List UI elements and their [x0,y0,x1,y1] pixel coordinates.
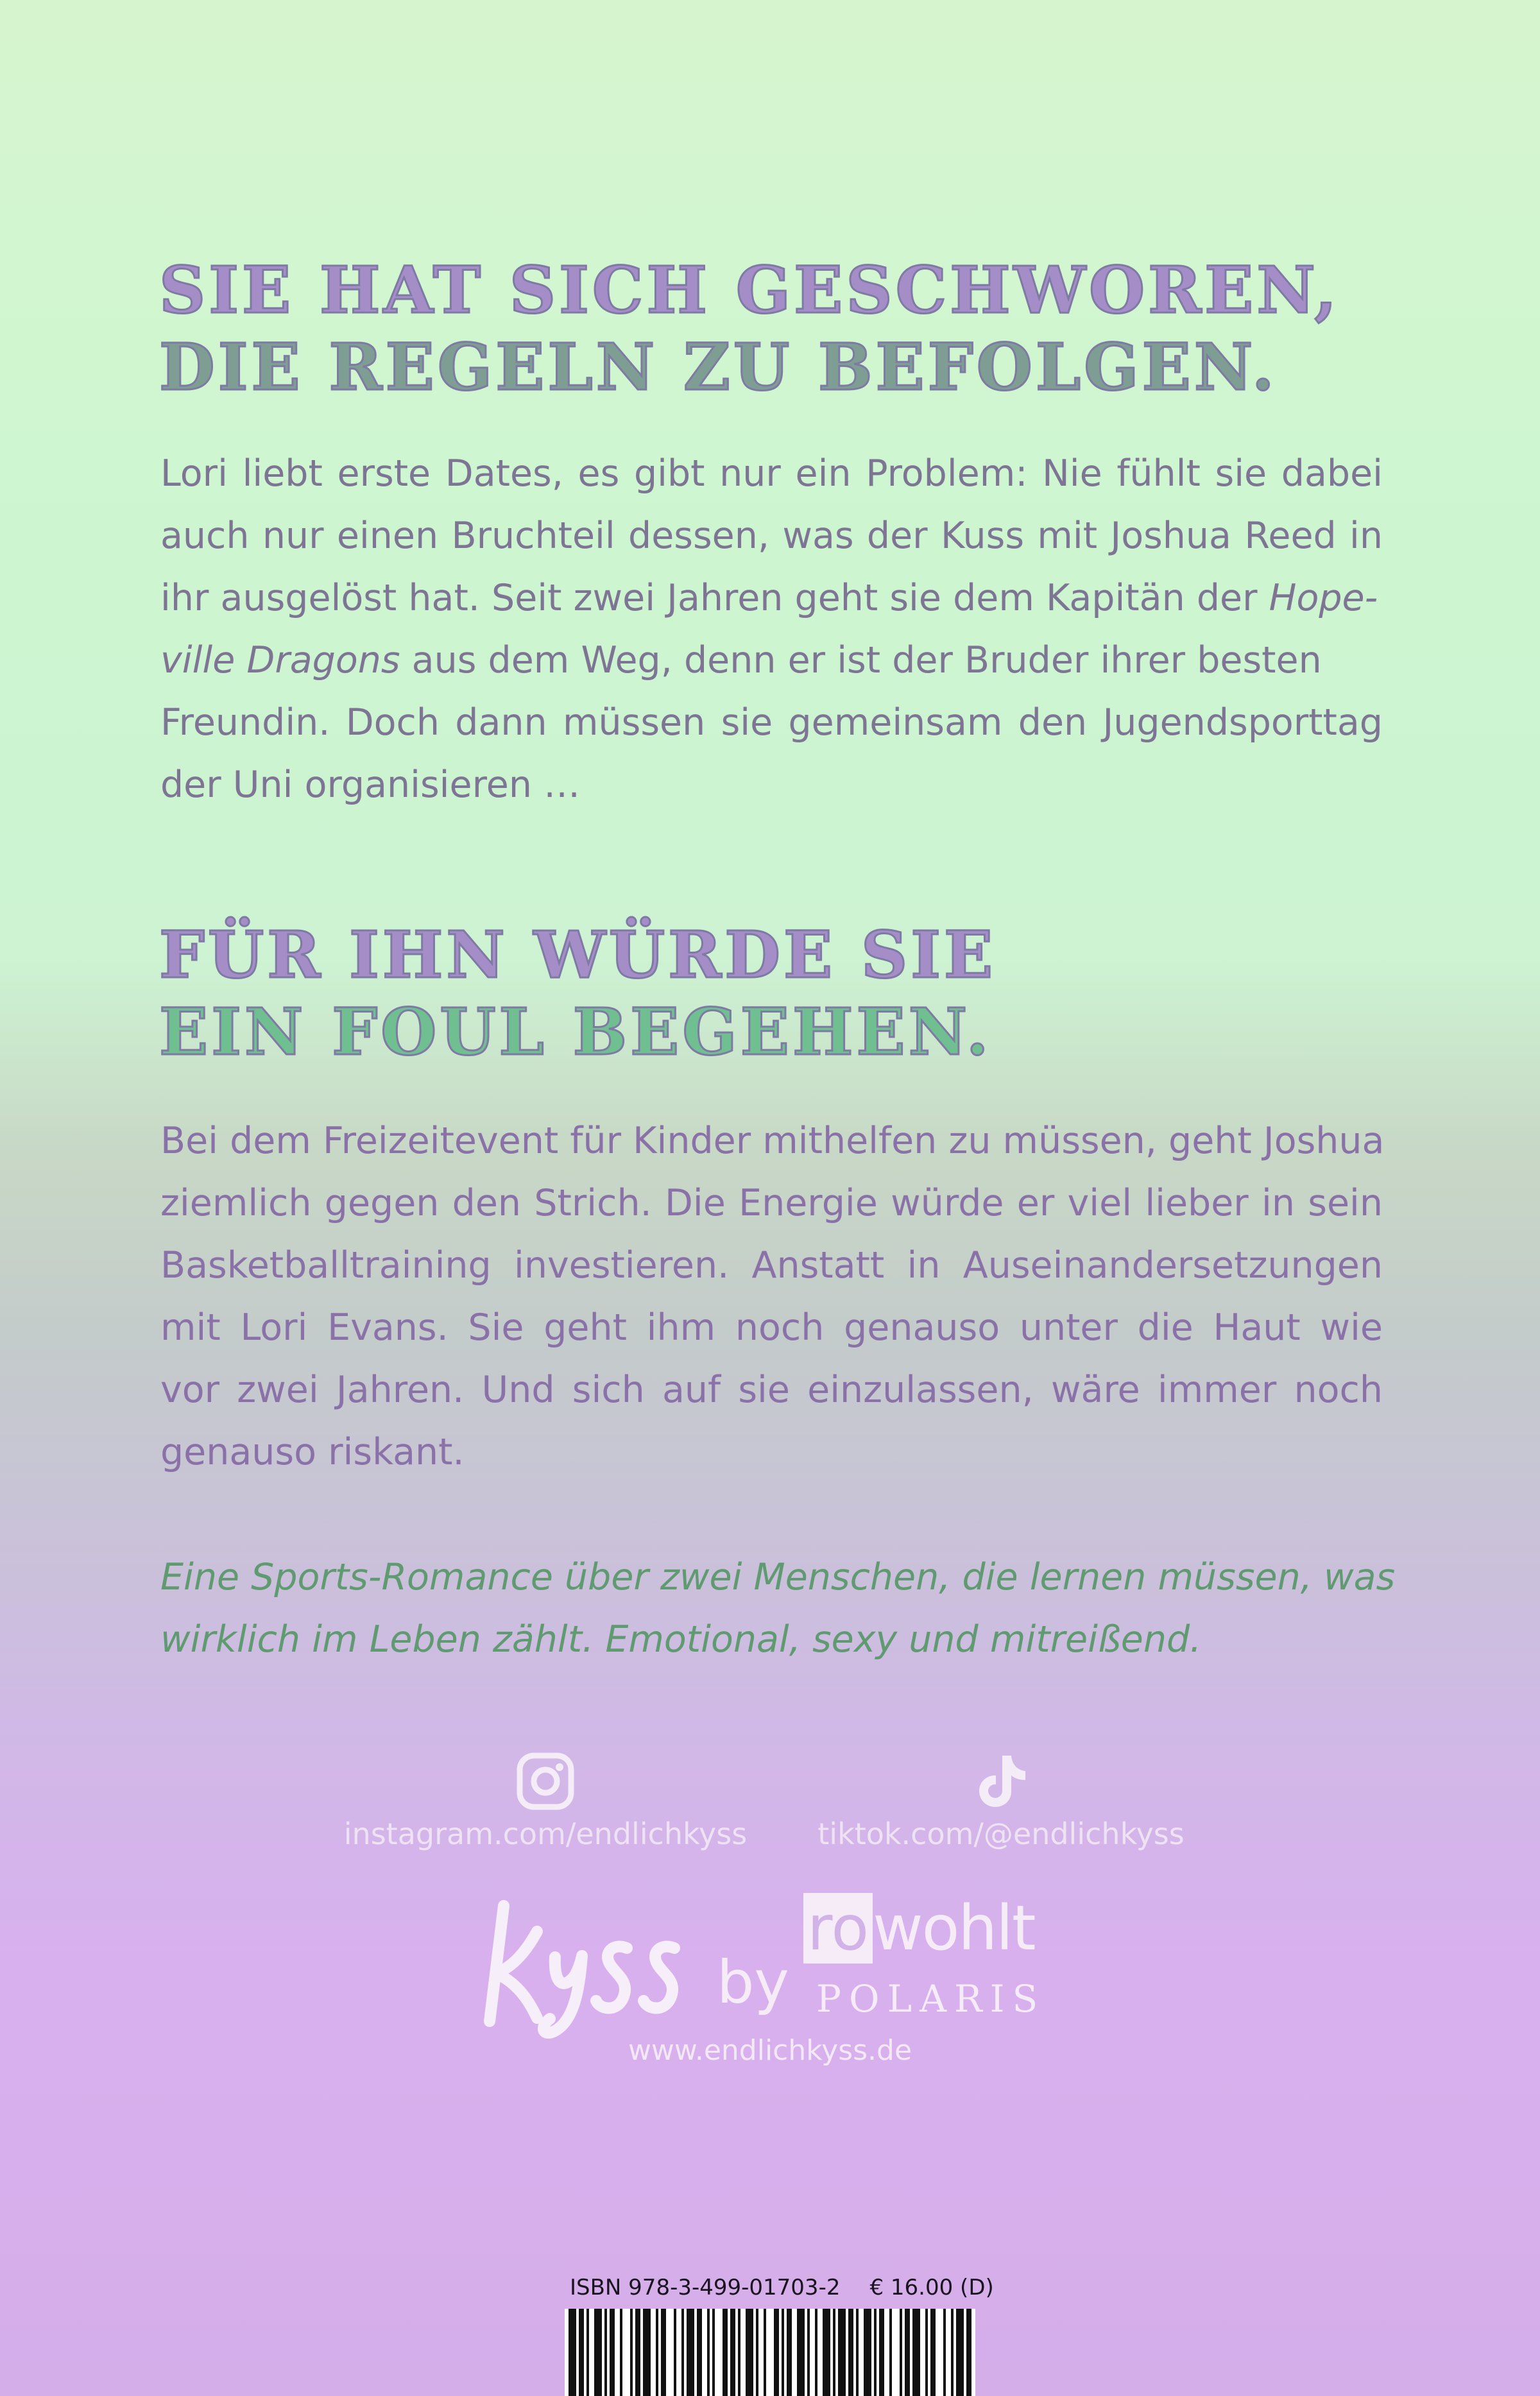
headline-1-line-1: SIE HAT SICH GESCHWOREN, [159,252,1340,328]
barcode-bar [823,2309,830,2396]
barcode-bar [707,2309,710,2396]
barcode-bar [620,2309,622,2396]
barcode-bar [730,2309,735,2396]
blurb-1-line-4 [160,629,1383,692]
blurb-1-line-5: Freundin. Doch dann müssen sie gemeinsam den Jugendsporttag [160,701,1383,744]
barcode-bar [787,2309,792,2396]
instagram-icon [516,1752,575,1811]
barcode-bar [738,2309,740,2396]
headline-2-line-1: FÜR IHN WÜRDE SIE [159,917,997,993]
website-link[interactable]: www.endlichkyss.de [628,2034,912,2067]
barcode-bar [833,2309,835,2396]
tiktok-link[interactable] [802,1752,1200,1852]
team-name-part-2: ville Dragons [160,639,400,681]
barcode-bar [635,2309,640,2396]
barcode-bar [874,2309,877,2396]
by-label: by [717,1948,789,2017]
barcode-bar [889,2309,892,2396]
rowohlt-logo [803,1893,1035,1964]
barcode-bar [569,2309,576,2396]
barcode-bar [681,2309,684,2396]
rowohlt-logo-ro: ro [803,1893,873,1964]
blurb-1-line-3 [160,567,1383,629]
kyss-logo [478,1887,690,2041]
blurb-2-line-4: mit Lori Evans. Sie geht ihm noch genauso unter die Haut wie [160,1306,1383,1349]
barcode-bar [879,2309,884,2396]
barcode-bar [912,2309,920,2396]
barcode-bar [661,2309,666,2396]
team-name-part-1: Hope- [1269,577,1378,619]
blurb-paragraph-2 [160,1110,1383,1484]
tiktok-handle: tiktok.com/@endlichkyss [817,1817,1185,1851]
barcode-bar [848,2309,853,2396]
barcode-bar [723,2309,728,2396]
polaris-label: POLARIS [816,1977,1046,2021]
blurb-1-line-2: auch nur einen Bruchteil dessen, was der Kuss mit Joshua Reed in [160,515,1383,557]
barcode-bars [565,2309,975,2396]
barcode-bar [838,2309,846,2396]
barcode-bar [864,2309,871,2396]
blurb-1-line-1: Lori liebt erste Dates, es gibt nur ein Problem: Nie fühlt sie dabei [160,452,1383,495]
barcode-bar [925,2309,928,2396]
blurb-2-line-2: ziemlich gegen den Strich. Die Energie würde er viel lieber in sein [160,1182,1383,1224]
isbn-number: ISBN 978-3-499-01703-2 [570,2275,841,2300]
barcode-bar [764,2309,766,2396]
barcode-bar [604,2309,607,2396]
barcode-bar [643,2309,651,2396]
barcode-bar [594,2309,602,2396]
rowohlt-logo-wohlt: wohlt [873,1892,1035,1964]
blurb-2-line-3: Basketballtraining investieren. Anstatt in Auseinandersetzungen [160,1244,1383,1287]
blurb-paragraph-1 [160,443,1383,816]
tagline-line-2: wirklich im Leben zählt. Emotional, sexy und mitreißend. [160,1618,1202,1661]
barcode-bar [697,2309,702,2396]
blurb-1-line-6: der Uni organisieren … [160,764,581,806]
tagline [160,1546,1396,1671]
barcode-bar [815,2309,817,2396]
barcode-bar [966,2309,971,2396]
blurb-1-line-4-text: aus dem Weg, denn er ist der Bruder ihrer besten [400,639,1322,681]
barcode-bar [900,2309,902,2396]
barcode-bar [774,2309,779,2396]
barcode-bar [610,2309,615,2396]
barcode-bar [656,2309,658,2396]
instagram-link[interactable] [327,1752,764,1852]
barcode [565,2309,975,2396]
barcode-bar [797,2309,805,2396]
instagram-handle: instagram.com/endlichkyss [343,1817,748,1851]
barcode-bar [951,2309,954,2396]
barcode-bar [782,2309,784,2396]
tagline-line-1: Eine Sports-Romance über zwei Menschen, die lernen müssen, was [160,1556,1396,1598]
barcode-bar [712,2309,715,2396]
barcode-bar [905,2309,910,2396]
barcode-bar [756,2309,758,2396]
blurb-1-line-3-text: ihr ausgelöst hat. Seit zwei Jahren geht sie dem Kapitän der [160,577,1269,619]
barcode-bar [674,2309,676,2396]
price: € 16.00 (D) [869,2275,994,2300]
headline-1-line-2: DIE REGELN ZU BEFOLGEN. [159,329,1278,405]
headline-2 [159,916,996,1070]
blurb-2-line-1: Bei dem Freizeitevent für Kinder mithelfen zu müssen, geht Joshua [160,1120,1385,1162]
barcode-bar [807,2309,810,2396]
barcode-bar [930,2309,936,2396]
barcode-bar [630,2309,633,2396]
blurb-2-line-5: vor zwei Jahren. Und sich auf sie einzulassen, wäre immer noch [160,1369,1383,1411]
barcode-bar [856,2309,859,2396]
tiktok-icon [971,1752,1031,1811]
barcode-bar [746,2309,753,2396]
barcode-bar [943,2309,946,2396]
barcode-bar [956,2309,964,2396]
isbn-price-line [570,2275,1023,2300]
barcode-bar [586,2309,589,2396]
headline-1 [159,252,1340,406]
blurb-2-line-6: genauso riskant. [160,1431,465,1473]
headline-2-line-2: EIN FOUL BEGEHEN. [159,994,992,1070]
barcode-bar [687,2309,694,2396]
barcode-bar [579,2309,584,2396]
